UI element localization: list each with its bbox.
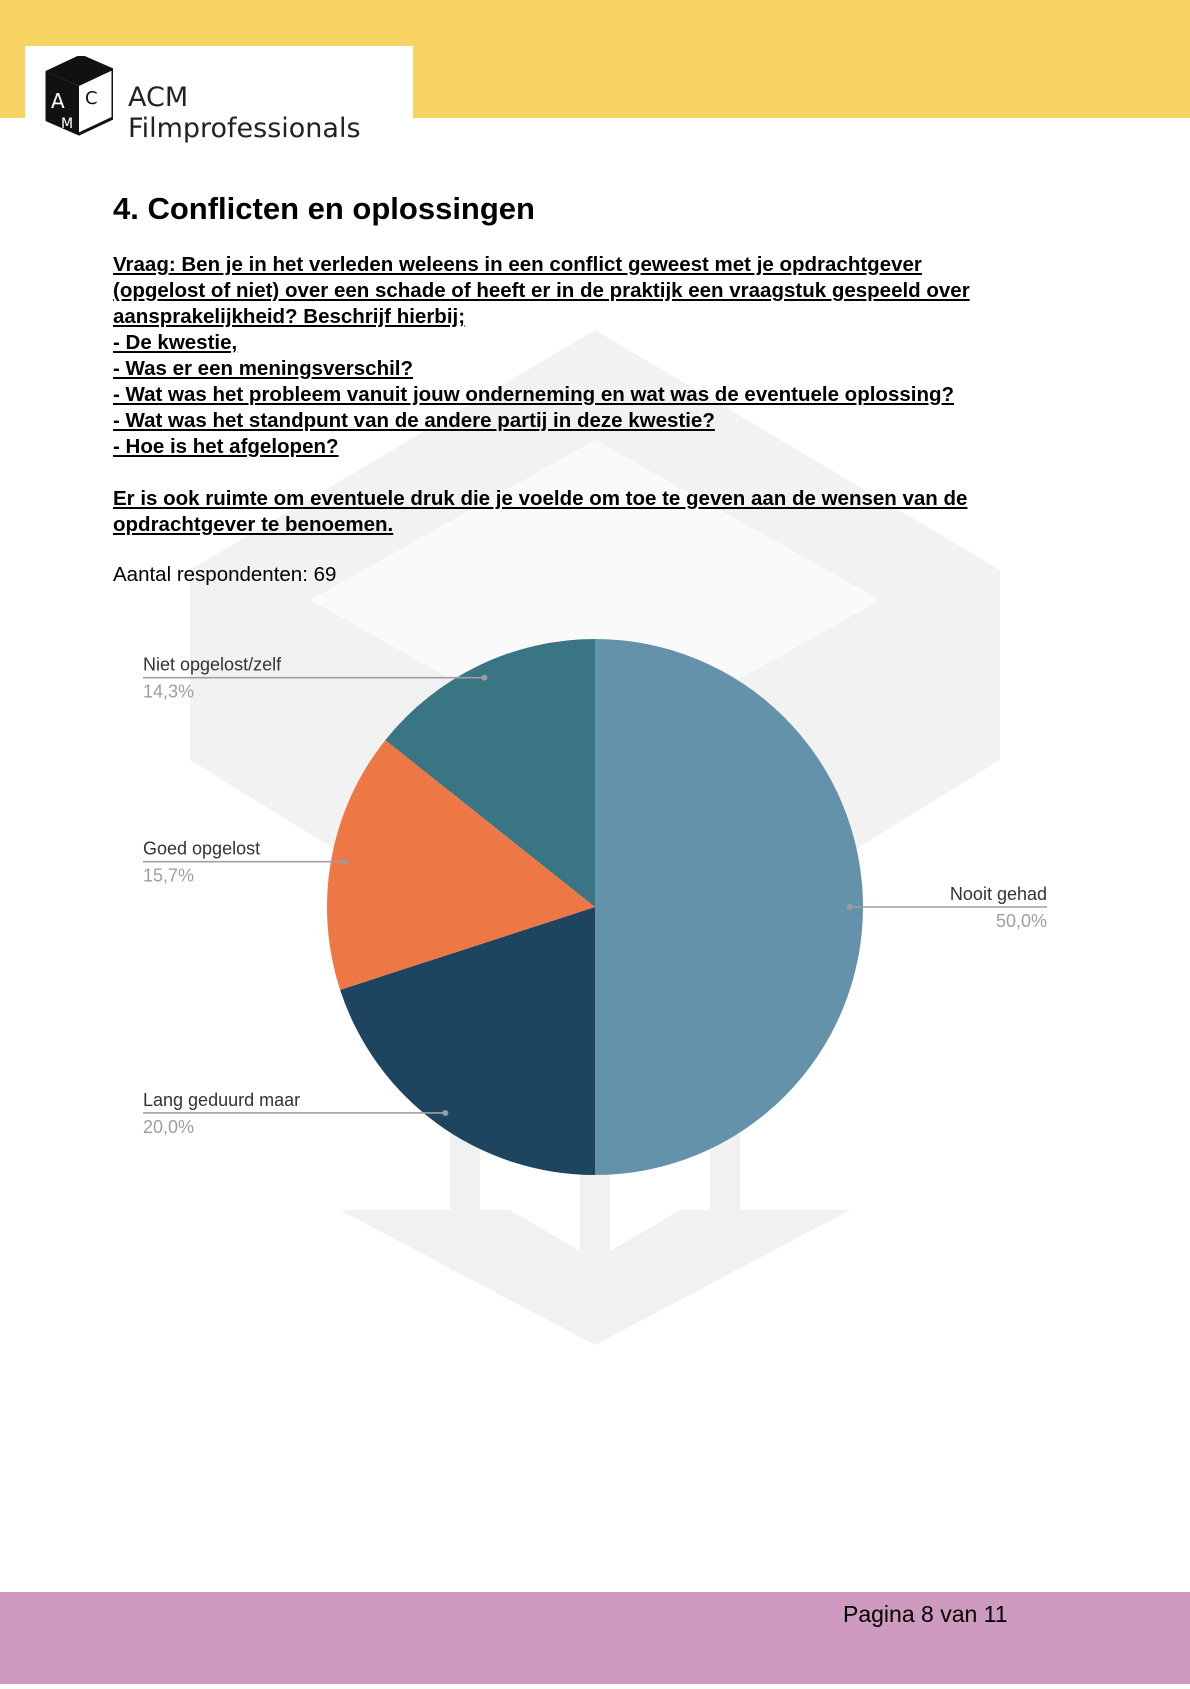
respondents-count: Aantal respondenten: 69 [113, 563, 337, 586]
question-line: - De kwestie, [113, 331, 238, 354]
logo-text: ACM Filmprofessionals [128, 82, 361, 144]
slice-label: Goed opgelost [143, 838, 261, 859]
slice-label: Lang geduurd maar [143, 1089, 301, 1110]
question-line: Vraag: Ben je in het verleden weleens in een conflict geweest met je opdrachtgever [113, 253, 922, 276]
question-line: - Wat was het probleem vanuit jouw onderneming en wat was de eventuele oplossing? [113, 383, 955, 406]
question-extra-line: opdrachtgever te benoemen. [113, 513, 394, 536]
question-line: - Hoe is het afgelopen? [113, 435, 339, 458]
slice-percentage: 15,7% [143, 865, 195, 886]
svg-text:M: M [61, 116, 74, 132]
slice-percentage: 20,0% [143, 1116, 195, 1137]
page-number: Pagina 8 van 11 [843, 1601, 1008, 1627]
question-line: - Was er een meningsverschil? [113, 357, 414, 380]
question-extra-line: Er is ook ruimte om eventuele druk die je voelde om toe te geven aan de wensen van de [113, 487, 968, 510]
slice-percentage: 50,0% [995, 911, 1047, 931]
question-line: aansprakelijkheid? Beschrijf hierbij; [113, 305, 466, 328]
slice-label: Nooit gehad [949, 884, 1047, 904]
section-title: 4. Conflicten en oplossingen [113, 191, 535, 226]
pie-slice [595, 639, 863, 1175]
question-line: - Wat was het standpunt van de andere partij in deze kwestie? [113, 409, 715, 432]
footer-band [0, 1592, 1190, 1684]
question-line: (opgelost of niet) over een schade of heeft er in de praktijk een vraagstuk gespeeld over [113, 279, 970, 302]
svg-text:A: A [51, 89, 65, 113]
slice-percentage: 14,3% [143, 681, 195, 702]
svg-text:C: C [85, 88, 98, 109]
slice-label: Niet opgelost/zelf [143, 654, 282, 675]
